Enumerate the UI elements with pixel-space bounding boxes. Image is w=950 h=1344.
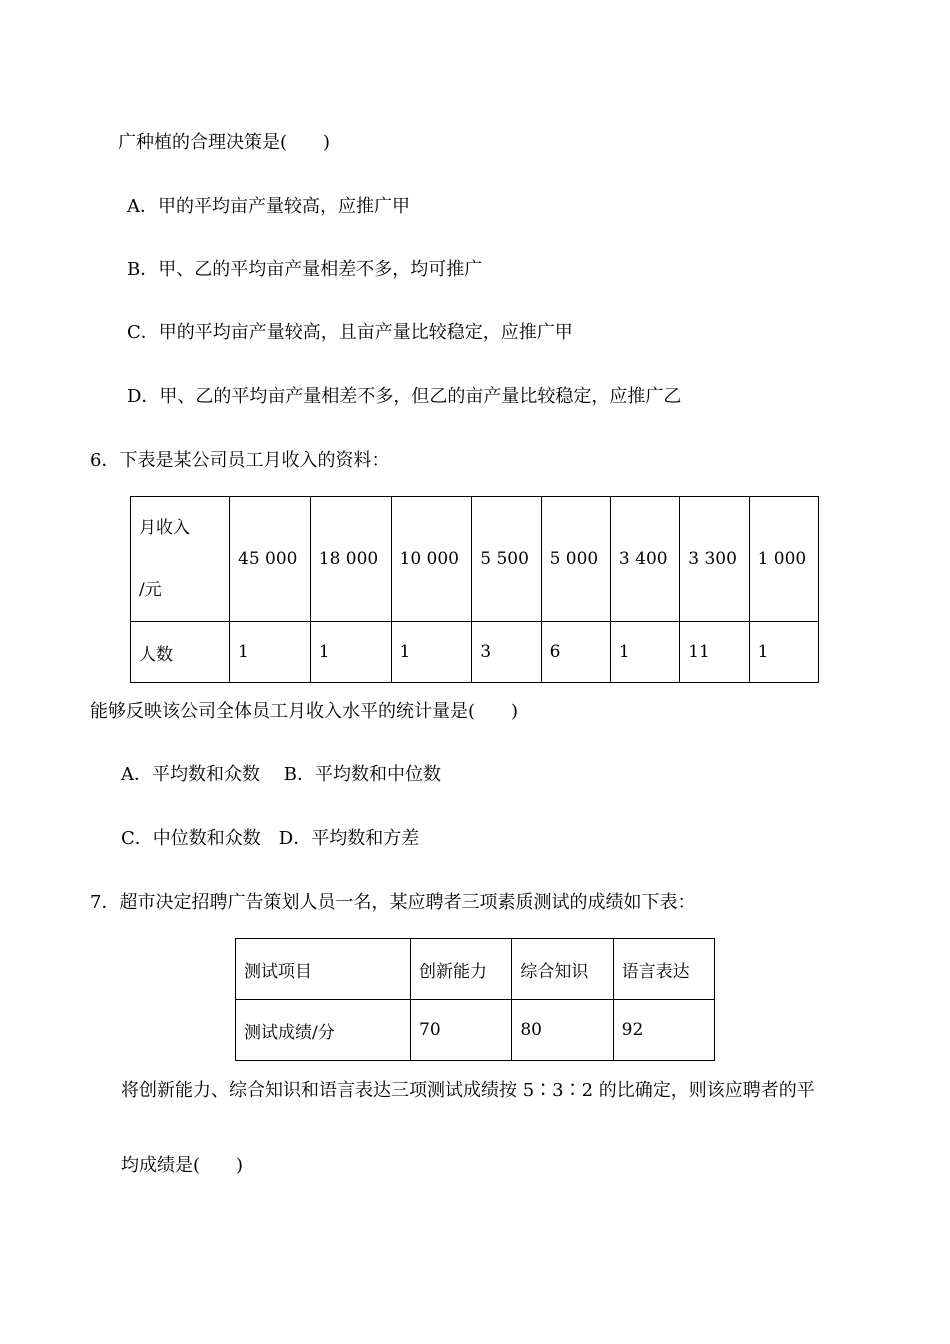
q6-question: 能够反映该公司全体员工月收入水平的统计量是( ) bbox=[90, 701, 519, 722]
count-cell: 1 bbox=[610, 622, 679, 683]
score-row-label: 测试成绩/分 bbox=[236, 1000, 411, 1061]
q5-stem-tail: 广种植的合理决策是( ) bbox=[118, 132, 331, 153]
score-header-cell: 综合知识 bbox=[512, 939, 613, 1000]
score-row bbox=[236, 1000, 715, 1061]
score-table bbox=[235, 938, 715, 1061]
income-cell: 5 500 bbox=[472, 497, 541, 622]
count-cell: 3 bbox=[472, 622, 541, 683]
q5-option-c: C．甲的平均亩产量较高，且亩产量比较稳定，应推广甲 bbox=[127, 322, 573, 343]
count-row bbox=[131, 622, 819, 683]
income-header-line2: /元 bbox=[139, 580, 162, 600]
score-cell: 70 bbox=[411, 1000, 512, 1061]
score-header-cell: 创新能力 bbox=[411, 939, 512, 1000]
q5-option-a: A．甲的平均亩产量较高，应推广甲 bbox=[127, 196, 410, 217]
income-header-cell bbox=[131, 497, 230, 622]
income-header-line1: 月收入 bbox=[139, 518, 190, 538]
q7-text-line1: 将创新能力、综合知识和语言表达三项测试成绩按 5∶3∶2 的比确定，则该应聘者的平 bbox=[121, 1080, 815, 1101]
q6-stem: 6．下表是某公司员工月收入的资料： bbox=[90, 450, 390, 471]
q6-options-line1: A．平均数和众数 B．平均数和中位数 bbox=[121, 764, 441, 785]
count-cell: 1 bbox=[230, 622, 311, 683]
count-header-cell: 人数 bbox=[131, 622, 230, 683]
income-row bbox=[131, 497, 819, 622]
count-cell: 1 bbox=[391, 622, 472, 683]
count-cell: 11 bbox=[680, 622, 749, 683]
score-header-row bbox=[236, 939, 715, 1000]
count-cell: 1 bbox=[749, 622, 818, 683]
income-cell: 45 000 bbox=[230, 497, 311, 622]
q6-options-line2: C．中位数和众数 D．平均数和方差 bbox=[121, 828, 420, 849]
q7-text-line2: 均成绩是( ) bbox=[121, 1155, 244, 1176]
income-cell: 10 000 bbox=[391, 497, 472, 622]
q5-option-d: D．甲、乙的平均亩产量相差不多，但乙的亩产量比较稳定，应推广乙 bbox=[127, 386, 682, 407]
score-header-cell: 测试项目 bbox=[236, 939, 411, 1000]
count-cell: 1 bbox=[310, 622, 391, 683]
count-cell: 6 bbox=[541, 622, 610, 683]
income-cell: 3 300 bbox=[680, 497, 749, 622]
q7-stem: 7．超市决定招聘广告策划人员一名，某应聘者三项素质测试的成绩如下表： bbox=[90, 892, 696, 913]
income-cell: 1 000 bbox=[749, 497, 818, 622]
income-cell: 5 000 bbox=[541, 497, 610, 622]
q5-option-b: B．甲、乙的平均亩产量相差不多，均可推广 bbox=[127, 259, 483, 280]
score-cell: 80 bbox=[512, 1000, 613, 1061]
income-cell: 3 400 bbox=[610, 497, 679, 622]
income-table bbox=[130, 496, 819, 683]
income-cell: 18 000 bbox=[310, 497, 391, 622]
score-header-cell: 语言表达 bbox=[613, 939, 714, 1000]
score-cell: 92 bbox=[613, 1000, 714, 1061]
